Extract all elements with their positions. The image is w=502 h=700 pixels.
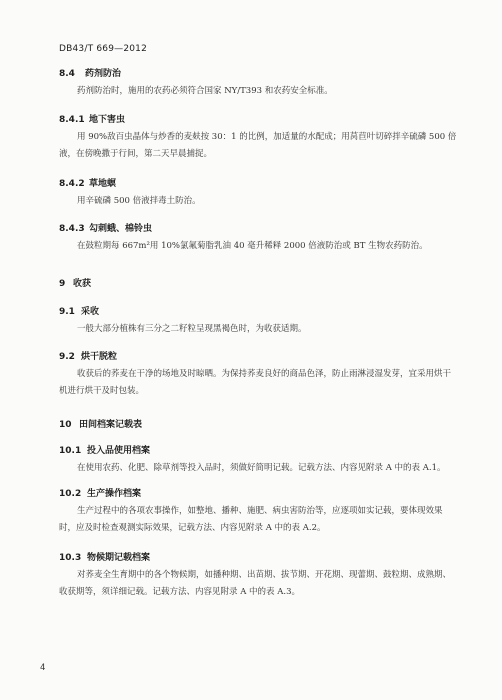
section-title: 地下害虫 [89,115,126,125]
section-number: 8.4.2 [59,179,85,189]
section-heading-8-4 [59,66,121,79]
section-text-8-4-2: 用辛硫磷 500 倍液拌毒土防治。 [77,196,201,206]
section-heading-8-4-1 [59,112,125,125]
section-heading-10-3 [59,550,150,563]
section-heading-8-4-3 [59,221,152,234]
section-heading-10-2 [59,486,141,499]
section-text-9-2: 收获后的荞麦在干净的场地及时晾晒。为保持荞麦良好的商品色泽，防止雨淋浸湿发芽，宜采用烘干机进行烘干及时包装。 [59,369,452,396]
section-title: 烘干脱粒 [81,352,118,362]
section-heading-10 [59,417,142,430]
document-code: DB43/T 669—2012 [59,44,148,54]
section-number: 10.2 [59,489,82,499]
section-number: 9.2 [59,352,75,362]
section-title: 物候期记载档案 [87,553,151,563]
section-text-8-4-1: 用 90%敌百虫晶体与炒香的麦麸按 30：1 的比例，加适量的水配成；用莴苣叶切碎拌辛硫磷 500 倍液，在傍晚撒于行间，第二天早晨捕捉。 [59,132,457,159]
section-text-9-1: 一般大部分植株有三分之二籽粒呈现黑褐色时，为收获适期。 [77,324,307,334]
section-text-8-4: 药剂防治时，施用的农药必须符合国家 NY/T393 和农药安全标准。 [77,86,333,96]
section-number: 10 [59,420,72,430]
section-title: 田间档案记载表 [79,420,143,430]
section-heading-9-1 [59,304,99,317]
section-title: 药剂防治 [85,69,122,79]
section-number: 10.1 [59,446,82,456]
section-heading-9-2 [59,349,117,362]
section-title: 生产操作档案 [87,489,142,499]
section-number: 8.4.1 [59,115,85,125]
section-text-10-2: 生产过程中的各项农事操作，如整地、播种、施肥、病虫害防治等，应逐项如实记载，要体现效果时，应及时检查观测实际效果，记载方法、内容见附录 A 中的表 A.2。 [59,506,443,533]
section-title: 收获 [73,279,92,289]
page-number: 4 [40,663,46,673]
section-title: 采收 [81,307,100,317]
section-title: 投入品使用档案 [87,446,151,456]
section-text-8-4-3: 在鼓粒期每 667m²用 10%氯氟菊脂乳油 40 毫升稀释 2000 倍液防治或 BT 生物农药防治。 [77,241,428,251]
section-text-10-1: 在使用农药、化肥、除草剂等投入品时，须做好简明记载。记载方法、内容见附录 A 中的表 A.1。 [77,463,446,473]
section-number: 8.4 [59,69,75,79]
section-heading-9 [59,276,91,289]
section-title: 草地螟 [89,179,117,189]
section-text-10-3: 对荞麦全生育期中的各个物候期，如播种期、出苗期、拔节期、开花期、现蕾期、鼓粒期、成熟期、收获期等，须详细记载。记载方法、内容见附录 A 中的表 A.3。 [59,570,452,597]
section-title: 勾刺蛾、棉铃虫 [89,224,153,234]
section-heading-8-4-2 [59,176,116,189]
section-number: 9.1 [59,307,75,317]
section-number: 10.3 [59,553,82,563]
section-number: 9 [59,279,66,289]
section-heading-10-1 [59,443,150,456]
section-number: 8.4.3 [59,224,85,234]
